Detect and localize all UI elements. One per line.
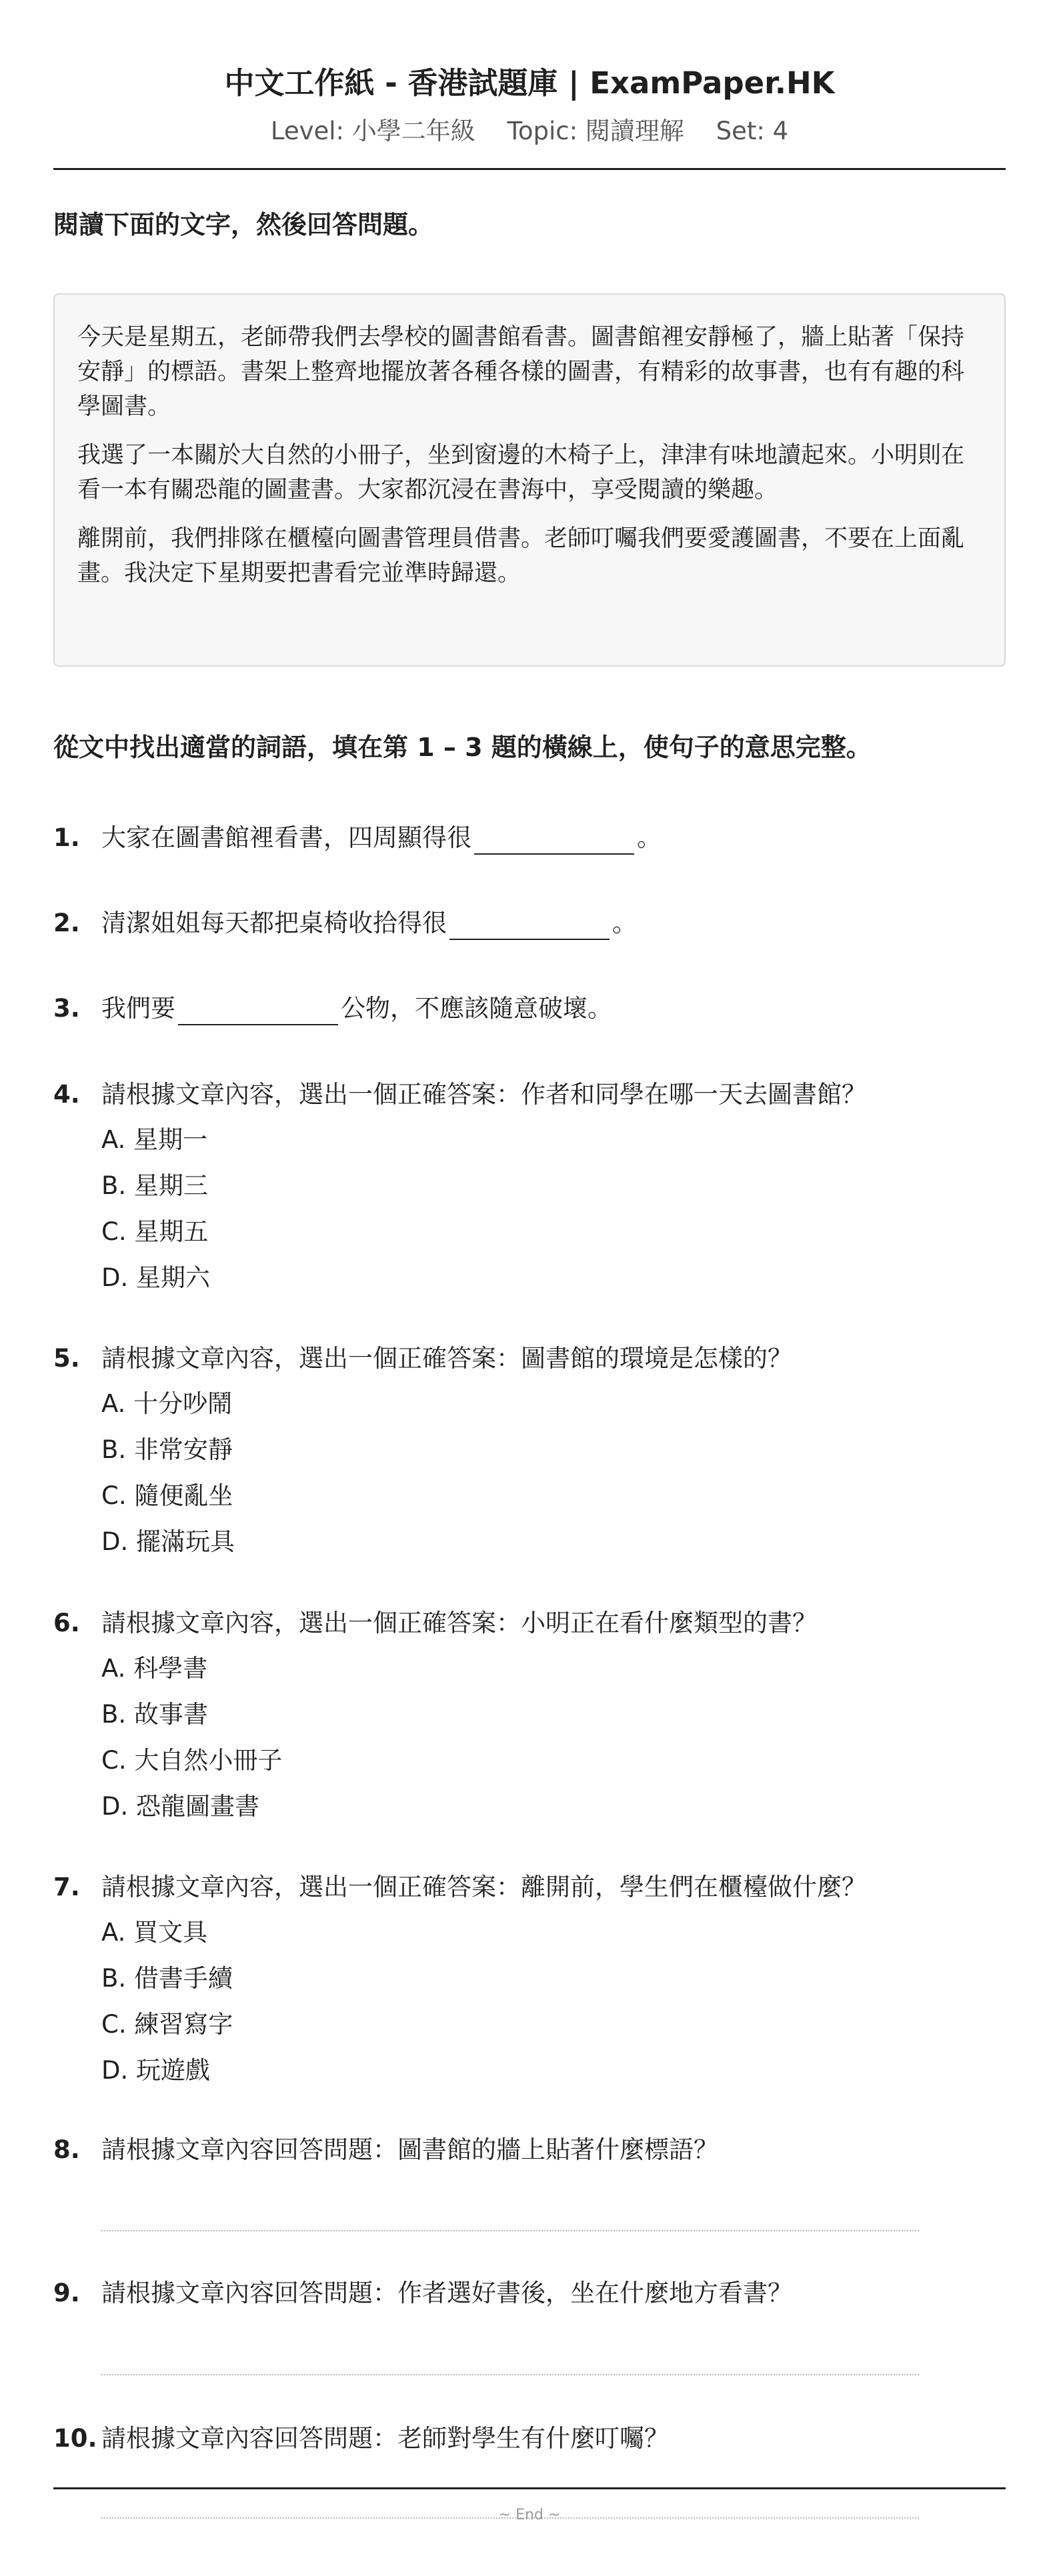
option-c[interactable]: C. 星期五 — [101, 1217, 209, 1246]
question-number: 2. — [53, 909, 80, 937]
option-d[interactable]: D. 星期六 — [101, 1263, 211, 1292]
question-6 — [53, 1607, 1006, 1827]
answer-blank[interactable] — [178, 996, 338, 1025]
question-text-before: 我們要 — [101, 994, 175, 1023]
question-text: 請根據文章內容回答問題：作者選好書後，坐在什麼地方看書？ — [101, 2279, 792, 2307]
question-text-before: 清潔姐姐每天都把桌椅收拾得很 — [101, 909, 447, 937]
set-label: Set: 4 — [716, 117, 789, 145]
fill-instruction: 從文中找出適當的詞語，填在第 1 – 3 題的橫線上，使句子的意思完整。 — [53, 733, 872, 762]
question-number: 9. — [53, 2279, 80, 2307]
question-number: 1. — [53, 823, 80, 852]
question-text — [101, 821, 662, 855]
question-text: 請根據文章內容，選出一個正確答案：小明正在看什麼類型的書？ — [101, 1609, 817, 1637]
question-7 — [53, 1871, 1006, 2091]
option-d[interactable]: D. 玩遊戲 — [101, 2056, 211, 2085]
question-text-after: 。 — [612, 909, 637, 937]
level-label: Level: 小學二年級 — [270, 117, 475, 145]
option-b[interactable]: B. 故事書 — [101, 1700, 208, 1729]
passage-paragraph: 離開前，我們排隊在櫃檯向圖書管理員借書。老師叮囑我們要愛護圖書，不要在上面亂畫。我決定下星期要把書看完並準時歸還。 — [77, 525, 965, 587]
passage-paragraph: 今天是星期五，老師帶我們去學校的圖書館看書。圖書館裡安靜極了，牆上貼著「保持安靜」的標語。書架上整齊地擺放著各種各樣的圖書，有精彩的故事書，也有有趣的科學圖書。 — [77, 324, 965, 420]
option-a[interactable]: A. 科學書 — [101, 1654, 208, 1683]
question-text — [101, 992, 612, 1025]
answer-line[interactable] — [101, 2230, 919, 2231]
question-number: 4. — [53, 1080, 80, 1109]
option-a[interactable]: A. 十分吵鬧 — [101, 1389, 233, 1418]
answer-blank[interactable] — [449, 911, 610, 940]
worksheet-meta — [53, 115, 1006, 148]
question-text-after: 公物，不應該隨意破壞。 — [341, 994, 612, 1023]
question-text — [101, 907, 637, 940]
question-number: 8. — [53, 2135, 80, 2164]
option-a[interactable]: A. 星期一 — [101, 1125, 208, 1154]
question-text: 請根據文章內容回答問題：老師對學生有什麼叮囑？ — [101, 2424, 669, 2453]
option-d[interactable]: D. 擺滿玩具 — [101, 1527, 235, 1556]
option-c[interactable]: C. 隨便亂坐 — [101, 1481, 233, 1510]
question-5 — [53, 1342, 1006, 1562]
option-c[interactable]: C. 大自然小冊子 — [101, 1746, 283, 1775]
option-b[interactable]: B. 非常安靜 — [101, 1435, 233, 1464]
question-number: 3. — [53, 994, 80, 1023]
option-d[interactable]: D. 恐龍圖畫書 — [101, 1792, 260, 1821]
option-b[interactable]: B. 借書手續 — [101, 1964, 233, 1993]
topic-label: Topic: 閱讀理解 — [507, 117, 684, 145]
answer-blank[interactable] — [474, 825, 634, 855]
option-a[interactable]: A. 買文具 — [101, 1918, 208, 1947]
question-text: 請根據文章內容，選出一個正確答案：圖書館的環境是怎樣的？ — [101, 1344, 792, 1373]
question-4 — [53, 1078, 1006, 1298]
question-text-after: 。 — [637, 823, 662, 852]
question-text: 請根據文章內容，選出一個正確答案：離開前，學生們在櫃檯做什麼？ — [101, 1873, 866, 1901]
passage-paragraph: 我選了一本關於大自然的小冊子，坐到窗邊的木椅子上，津津有味地讀起來。小明則在看一本有關恐龍的圖畫書。大家都沉浸在書海中，享受閱讀的樂趣。 — [77, 442, 965, 503]
question-number: 6. — [53, 1609, 80, 1637]
question-text-before: 大家在圖書館裡看書，四周顯得很 — [101, 823, 471, 852]
question-number: 10. — [53, 2424, 97, 2453]
footer-divider — [53, 2487, 1006, 2489]
answer-line[interactable] — [101, 2374, 919, 2375]
question-number: 5. — [53, 1344, 80, 1373]
question-text: 請根據文章內容，選出一個正確答案：作者和同學在哪一天去圖書館？ — [101, 1080, 866, 1109]
end-marker: ~ End ~ — [498, 2507, 561, 2523]
option-c[interactable]: C. 練習寫字 — [101, 2010, 233, 2039]
header-divider — [53, 168, 1006, 170]
question-number: 7. — [53, 1873, 80, 1901]
reading-passage — [53, 293, 1006, 667]
question-text: 請根據文章內容回答問題：圖書館的牆上貼著什麼標語？ — [101, 2135, 718, 2164]
option-b[interactable]: B. 星期三 — [101, 1171, 208, 1200]
worksheet-title: 中文工作紙 - 香港試題庫 | ExamPaper.HK — [224, 65, 835, 101]
reading-instruction: 閱讀下面的文字，然後回答問題。 — [53, 210, 434, 239]
